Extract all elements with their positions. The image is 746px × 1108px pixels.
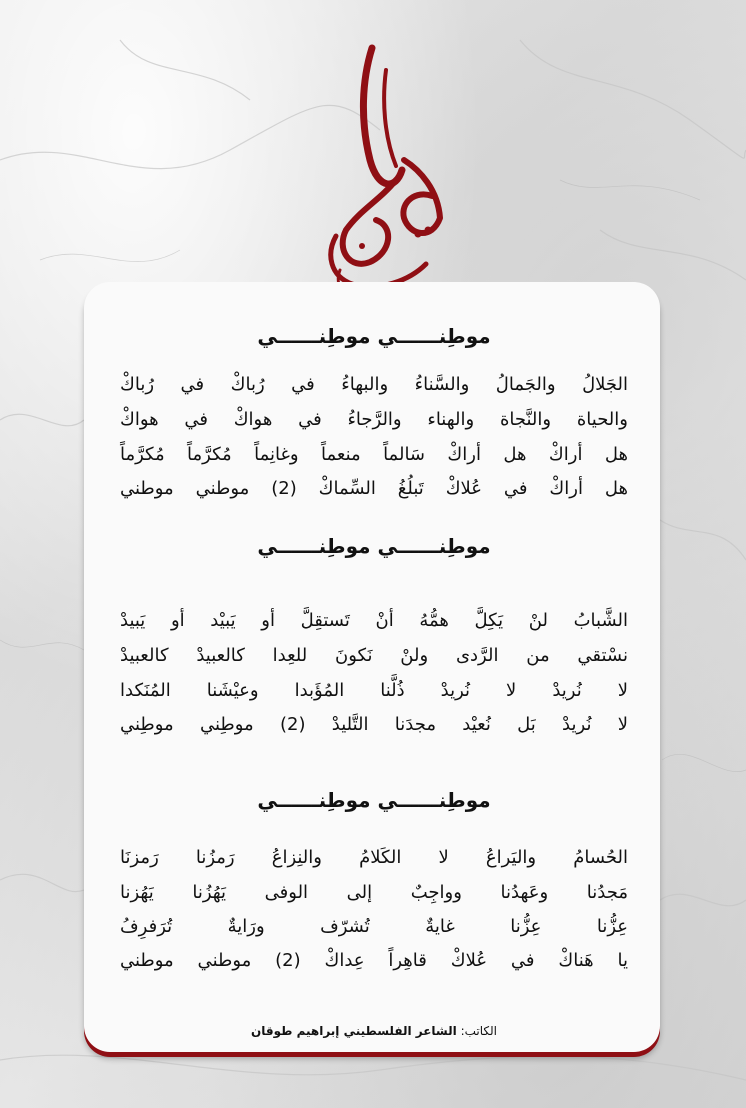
stanza-2-line-1: الشَّبابُ لنْ يَكِلَّ همُّهُ أنْ تَستقِلَّ أو يَبيْد أو يَبيدْ (120, 610, 628, 631)
watani-calligraphy-logo (300, 40, 460, 300)
stanza-3-line-2: مَجدُنا وعَهدُنا وواجِبٌ إلى الوفى يَهُزُنا يَهُزنا (120, 882, 628, 903)
stanza-2-line-4: لا نُريدْ بَل نُعيْد مجدَنا التَّليدْ (2) موطِني موطِني (120, 714, 628, 735)
stanza-1-title: موطِنــــــي موطِنــــــي (257, 324, 491, 348)
stanza-3-line-1: الحُسامُ واليَراعُ لا الكَلامُ والنِزاعُ رَمزُنا رَمزنَا (120, 847, 628, 868)
stanza-2-line-3: لا نُريدْ لا نُريدْ ذُلَّنا المُؤَبدا وعيْشَنا المُنَكدا (120, 680, 628, 701)
stanza-1-line-4: هل أراكْ في عُلاكْ تَبلُغُ السِّماكْ (2) موطني موطني (120, 478, 628, 499)
stanza-2-title: موطِنــــــي موطِنــــــي (257, 534, 491, 558)
author-name: الشاعر الفلسطيني إبراهيم طوقان (250, 1024, 457, 1038)
stanza-3-line-4: يا هَناكْ في عُلاكْ قاهِراً عِداكْ (2) موطني موطني (120, 950, 628, 971)
stanza-3-title: موطِنــــــي موطِنــــــي (257, 788, 491, 812)
anthem-card (84, 282, 660, 1052)
stanza-1-line-2: والحياة والنَّجاة والهناء والرَّجاءُ في هواكْ في هواكْ (120, 409, 628, 430)
author-credit (120, 1022, 628, 1040)
stanza-1-line-3: هل أراكْ هل أراكْ سَالماً منعماً وغانِماً مُكرَّماً مُكرَّماً (120, 444, 628, 465)
stanza-1-line-1: الجَلالُ والجَمالُ والسَّناءُ والبهاءُ في رُباكْ في رُباكْ (120, 374, 628, 395)
stanza-3-line-3: عِزُّنا عِزُّنا غايةٌ تُشرّف ورَايةٌ تُرَفرِفُ (120, 916, 628, 937)
stanza-2-line-2: نسْتقي من الرَّدى ولنْ نَكونَ للعِدا كالعبيدْ كالعبيدْ (120, 645, 628, 666)
author-label: الكاتب: (460, 1024, 498, 1038)
